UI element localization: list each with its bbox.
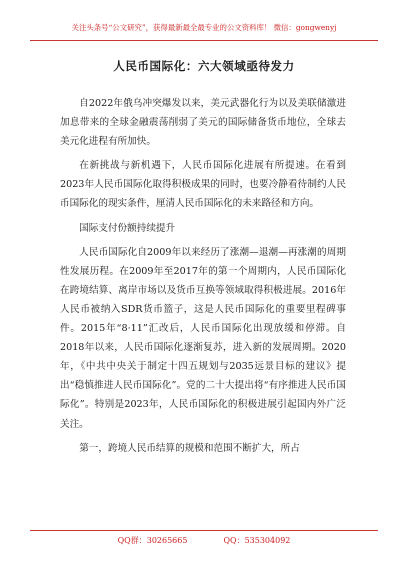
page-header-banner: 关注头条号“公文研究”，获得最新最全最专业的公文资料库！ 微信：gongwenyj (71, 23, 337, 32)
document-title: 人民币国际化：六大领域亟待发力 (113, 59, 295, 73)
paragraph-2: 在新挑战与新机遇下，人民币国际化进展有所提速。在看到2023年人民币国际化取得积极成果的同时，也要冷静看待制约人民币国际化的现实条件，厘清人民币国际化的未来路径和方向。 (60, 160, 346, 210)
page-footer (0, 535, 408, 546)
paragraph-4: 第一，跨境人民币结算的规模和范围不断扩大，所占 (79, 442, 300, 454)
paragraph-1: 自2022年俄乌冲突爆发以来，美元武器化行为以及美联储激进加息带来的全球金融震荡削弱了美元的国际储备货币地位，全球去美元化进程有所加快。 (60, 98, 346, 148)
header-divider (30, 40, 378, 41)
document-body (60, 94, 346, 458)
footer-qq-contact: QQ：535304092 (223, 536, 291, 545)
section-heading: 国际支付份额持续提升 (79, 222, 176, 234)
footer-divider (30, 530, 378, 531)
footer-qq-group: QQ群：30265665 (117, 536, 188, 545)
paragraph-3: 人民币国际化自2009年以来经历了涨潮—退潮—再涨潮的周期性发展历程。在2009年至2017年的第一个周期内，人民币国际化在跨境结算、离岸市场以及货币互换等领域取得积极进展。2016年人民币被纳入SDR货币篮子，这是人民币国际化的重要里程碑事件。2015年“8·11”汇改后，人民币国际化出现放缓和停滞。自2018年以来，人民币国际化逐渐复苏，进入新的发展周期。2020年，《中共中央关于制定十四五规划与2035远景目标的建议》提出“稳慎推进人民币国际化”。党的二十大提出将“有序推进人民币国际化”。特别是2023年，人民币国际化的积极进展引起国内外广泛关注。 (60, 246, 346, 430)
